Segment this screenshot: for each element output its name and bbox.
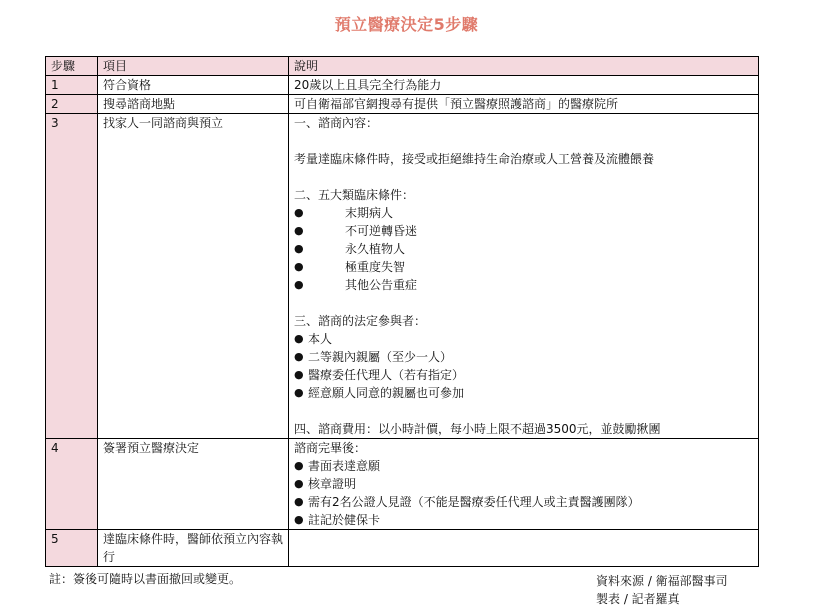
bullet-icon: ● bbox=[294, 350, 304, 363]
section-heading: 三、諮商的法定參與者： bbox=[294, 314, 427, 328]
step-item: 簽署預立醫療決定 bbox=[98, 439, 289, 530]
list-item: ● 醫療委任代理人（若有指定） bbox=[294, 368, 465, 382]
table-row bbox=[46, 439, 759, 530]
step-desc bbox=[289, 530, 759, 567]
step-desc bbox=[289, 114, 759, 439]
step-number: 3 bbox=[46, 114, 98, 439]
list-item: ● 需有2名公證人見證（不能是醫療委任代理人或主責醫護團隊） bbox=[294, 495, 640, 509]
list-item: ● 末期病人 bbox=[294, 206, 394, 220]
step-number: 5 bbox=[46, 530, 98, 567]
bullet-icon: ● bbox=[294, 260, 304, 273]
bullet-icon: ● bbox=[294, 495, 304, 508]
list-item: ● 書面表達意願 bbox=[294, 459, 381, 473]
bullet-icon: ● bbox=[294, 477, 304, 490]
bullet-icon: ● bbox=[294, 224, 304, 237]
credits bbox=[596, 572, 728, 608]
step-number: 1 bbox=[46, 76, 98, 95]
step-desc: 20歲以上且具完全行為能力 bbox=[289, 76, 759, 95]
source-line: 資料來源 / 衛福部醫事司 bbox=[596, 574, 728, 588]
step-item: 達臨床條件時，醫師依預立內容執行 bbox=[98, 530, 289, 567]
bullet-icon: ● bbox=[294, 513, 304, 526]
list-item: ● 二等親內親屬（至少一人） bbox=[294, 350, 453, 364]
step-item: 符合資格 bbox=[98, 76, 289, 95]
bullet-icon: ● bbox=[294, 368, 304, 381]
list-item: ● 註記於健保卡 bbox=[294, 513, 381, 527]
step-desc: 可自衛福部官網搜尋有提供「預立醫療照護諮商」的醫療院所 bbox=[289, 95, 759, 114]
list-item: ● 核章證明 bbox=[294, 477, 357, 491]
bullet-icon: ● bbox=[294, 386, 304, 399]
section-heading: 一、諮商內容： bbox=[294, 116, 379, 130]
list-item: ● 本人 bbox=[294, 332, 333, 346]
steps-table bbox=[45, 56, 759, 567]
credit-line: 製表 / 記者羅真 bbox=[596, 592, 680, 606]
list-item: ● 經意願人同意的親屬也可參加 bbox=[294, 386, 465, 400]
section-heading: 二、五大類臨床條件： bbox=[294, 188, 415, 202]
step-desc bbox=[289, 439, 759, 530]
table-row bbox=[46, 530, 759, 567]
list-item: ● 永久植物人 bbox=[294, 242, 406, 256]
header-item: 項目 bbox=[98, 57, 289, 76]
step-number: 2 bbox=[46, 95, 98, 114]
step-item: 找家人一同諮商與預立 bbox=[98, 114, 289, 439]
header-row bbox=[46, 57, 759, 76]
bullet-icon: ● bbox=[294, 242, 304, 255]
section-heading: 諮商完畢後： bbox=[294, 441, 367, 455]
list-item: ● 其他公告重症 bbox=[294, 278, 418, 292]
bullet-icon: ● bbox=[294, 278, 304, 291]
step-number: 4 bbox=[46, 439, 98, 530]
bullet-icon: ● bbox=[294, 332, 304, 345]
footnote: 註：簽後可隨時以書面撤回或變更。 bbox=[49, 572, 242, 586]
table-row bbox=[46, 114, 759, 439]
section-text: 四、諮商費用：以小時計價，每小時上限不超過3500元，並鼓勵揪團 bbox=[294, 422, 661, 436]
header-desc: 說明 bbox=[289, 57, 759, 76]
list-item: ● 極重度失智 bbox=[294, 260, 406, 274]
table-row bbox=[46, 95, 759, 114]
bullet-icon: ● bbox=[294, 459, 304, 472]
section-text: 考量達臨床條件時，接受或拒絕維持生命治療或人工營養及流體餵養 bbox=[294, 152, 655, 166]
bullet-icon: ● bbox=[294, 206, 304, 219]
header-step: 步驟 bbox=[46, 57, 98, 76]
page-title: 預立醫療決定5步驟 bbox=[334, 15, 479, 34]
step-item: 搜尋諮商地點 bbox=[98, 95, 289, 114]
table-row bbox=[46, 76, 759, 95]
list-item: ● 不可逆轉昏迷 bbox=[294, 224, 418, 238]
